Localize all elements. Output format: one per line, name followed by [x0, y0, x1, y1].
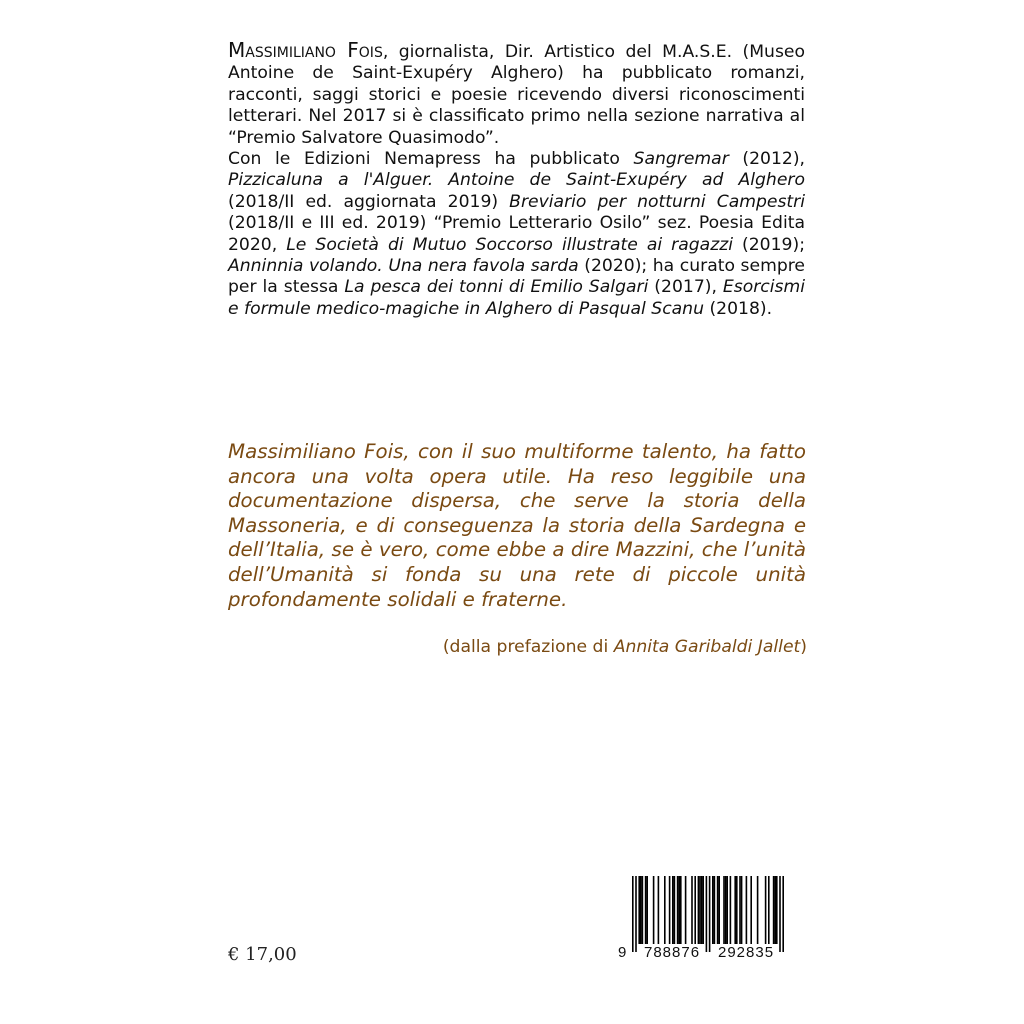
barcode-bar: [672, 876, 674, 944]
barcode-bar: [717, 876, 719, 944]
barcode-bar: [632, 876, 634, 952]
barcode-bar: [757, 876, 759, 944]
book-title: Le Società di Mutuo Soccorso illustrate ai ragazzi: [286, 234, 734, 255]
book-title: Anninnia volando. Una nera favola sarda: [228, 256, 579, 277]
barcode-bar: [741, 876, 743, 944]
barcode-bar: [706, 876, 708, 952]
attribution-name: Annita Garibaldi Jallet: [613, 637, 801, 657]
barcode-bar: [678, 876, 680, 944]
barcode-bar: [642, 876, 644, 944]
attribution-suffix: ): [800, 637, 807, 657]
barcode-bar: [691, 876, 693, 944]
barcode-bar: [701, 876, 703, 944]
bio-text: (2017),: [648, 277, 723, 298]
bio-text: (2012),: [728, 149, 805, 170]
preface-quote: Massimiliano Fois, con il suo multiforme talento, ha fatto ancora una volta opera utile. Ha reso leggibile una documentazione dispersa, che serve la storia della Massoneria, e di conseguenza la storia della Sardegna e dell’Italia, se è vero, come ebbe a dire Mazzini, che l’unità dell’Umanità si fonda su una rete di piccole unità profondamente solidali e fraterne.: [228, 440, 806, 611]
barcode-bar: [718, 876, 720, 944]
barcode-bar: [768, 876, 770, 944]
barcode-bar: [698, 876, 700, 944]
barcode-bar: [734, 876, 736, 944]
barcode-bar: [702, 876, 704, 944]
bio-text: (2018/II ed. aggiornata 2019): [228, 191, 510, 212]
barcode-bar: [653, 876, 655, 944]
attribution-prefix: (dalla prefazione di: [442, 637, 614, 657]
barcode-bar: [664, 876, 666, 944]
bio-text: (2018/II e III ed. 2019) “Premio Letterario Osilo” sez. Poesia Edita 2020,: [228, 213, 805, 255]
price-label: € 17,00: [228, 944, 297, 965]
barcode-bar: [685, 876, 687, 944]
barcode-bar: [779, 876, 781, 952]
barcode-bar: [746, 876, 748, 944]
book-title: Breviario per notturni Campestri: [509, 191, 805, 212]
barcode-bar: [677, 876, 679, 944]
barcode-bar: [638, 876, 640, 944]
book-title: La pesca dei tonni di Emilio Salgari: [344, 277, 649, 298]
barcode-bar: [645, 876, 647, 944]
barcode-bar: [714, 876, 716, 944]
barcode-bar: [725, 876, 727, 944]
barcode-bar: [635, 876, 637, 952]
author-bio: [228, 40, 805, 320]
author-name: Massimiliano Fois: [228, 38, 383, 62]
barcode-right-group: 292835: [718, 944, 775, 961]
barcode-bar: [730, 876, 732, 944]
barcode-bar: [640, 876, 642, 944]
barcode-bar: [699, 876, 701, 944]
barcode-digits: [618, 944, 788, 964]
barcode-bar: [674, 876, 676, 944]
bio-paragraph-1: [228, 40, 805, 149]
barcode-bar: [646, 876, 648, 944]
book-title: Esorcismi e formule medico-magiche in Alghero di Pasqual Scanu: [228, 277, 805, 319]
barcode-bar: [669, 876, 671, 944]
barcode-bar: [773, 876, 775, 944]
quote-attribution: [443, 637, 807, 657]
barcode-bar: [774, 876, 776, 944]
barcode-bar: [694, 876, 696, 944]
barcode-bar: [765, 876, 767, 944]
barcode-bar: [750, 876, 752, 944]
barcode-bar: [726, 876, 728, 944]
book-title: Pizzicaluna a l'Alguer. Antoine de Saint-Exupéry ad Alghero: [228, 170, 805, 191]
barcode-left-group: 788876: [644, 944, 701, 961]
bio-text: (2019);: [733, 234, 805, 255]
bio-text: (2018).: [703, 298, 773, 319]
barcode-bar: [782, 876, 784, 952]
barcode-bar: [723, 876, 725, 944]
barcode-bar: [776, 876, 778, 944]
barcode-bar: [712, 876, 714, 944]
bio-text: Con le Edizioni Nemapress ha pubblicato: [228, 149, 634, 170]
barcode-bar: [709, 876, 711, 952]
book-title: Sangremar: [633, 149, 729, 170]
barcode-bar: [736, 876, 738, 944]
barcode-bar: [680, 876, 682, 944]
isbn-barcode: [618, 874, 788, 968]
barcode-bar: [739, 876, 741, 944]
barcode-first-digit: 9: [618, 944, 627, 961]
barcode-bar: [658, 876, 660, 944]
bio-paragraph-1-text: , giornalista, Dir. Artistico del M.A.S.E. (Museo Antoine de Saint-Exupéry Alghero) ha pubblicato romanzi, racconti, saggi storici e poesie ricevendo diversi riconoscimenti letterari. Nel 2017 si è classificato primo nella sezione narrativa al “Premio Salvatore Quasimodo”.: [228, 42, 805, 148]
bio-paragraph-2: [228, 149, 805, 320]
bio-text: (2020); ha curato sempre per la stessa: [228, 256, 805, 298]
